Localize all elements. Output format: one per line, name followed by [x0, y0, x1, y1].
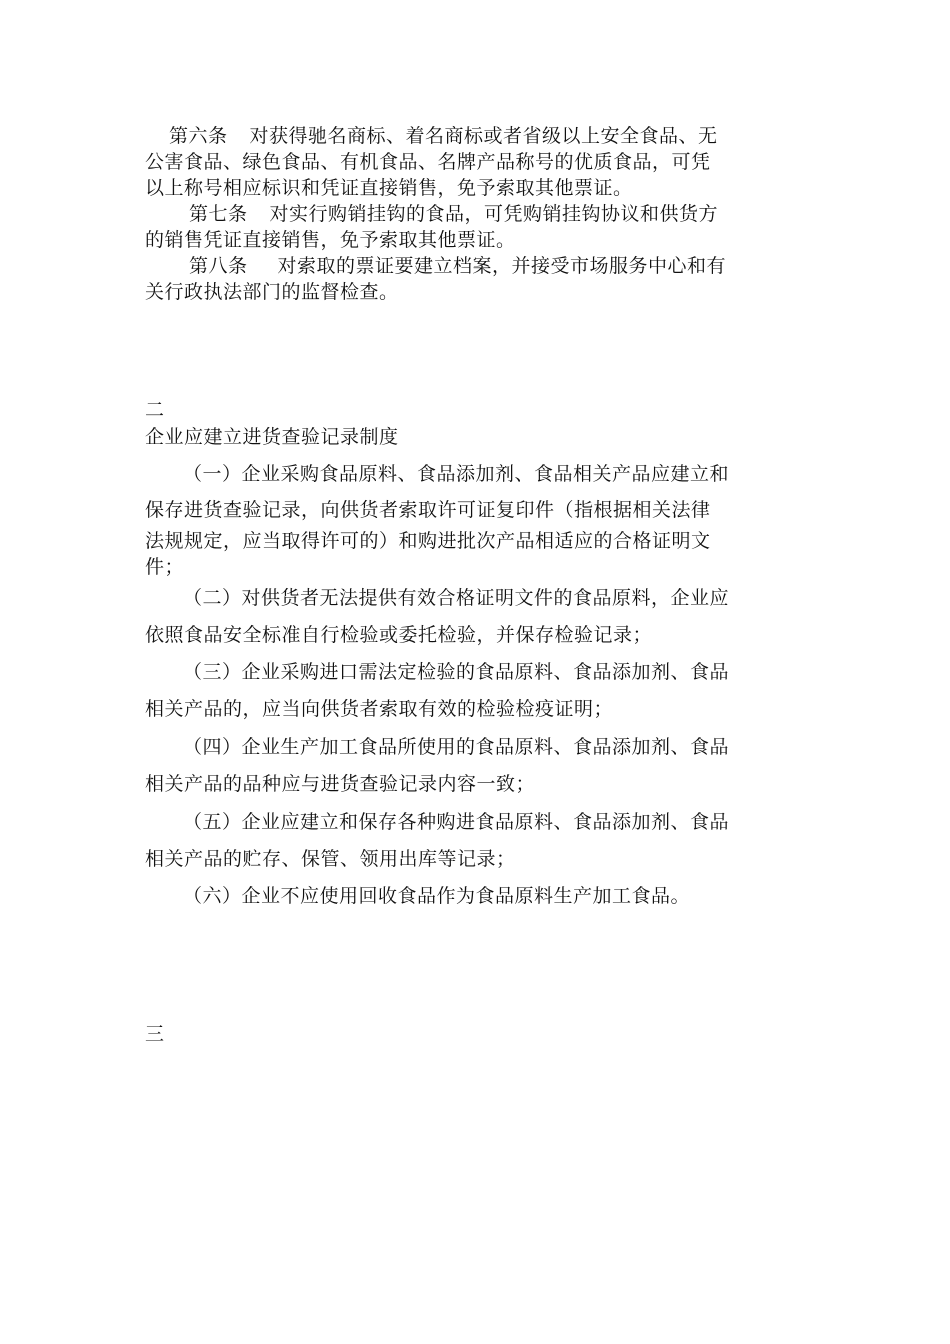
- article-6-number: 第六条: [169, 125, 228, 147]
- section-2-title: 企业应建立进货查验记录制度: [145, 426, 399, 448]
- section-3-number: 三: [145, 1023, 165, 1045]
- item-4-line-2: 相关产品的品种应与进货查验记录内容一致；: [145, 773, 536, 795]
- article-7-number: 第七条: [189, 203, 248, 225]
- item-1-line-1: （一）企业采购食品原料、食品添加剂、食品相关产品应建立和: [183, 463, 730, 485]
- article-6-line-1: 第六条 对获得驰名商标、着名商标或者省级以上安全食品、无: [169, 125, 718, 147]
- section-2-item-3: [145, 654, 805, 728]
- article-6-line-3: 以上称号相应标识和凭证直接销售，免予索取其他票证。: [145, 177, 633, 199]
- section-2-item-6: [145, 878, 805, 915]
- article-6-line-2: 公害食品、绿色食品、有机食品、名牌产品称号的优质食品，可凭: [145, 151, 711, 173]
- section-2-number: 二: [145, 399, 165, 421]
- article-8-number: 第八条: [189, 255, 248, 277]
- item-3-line-2: 相关产品的，应当向供货者索取有效的检验检疫证明；: [145, 698, 614, 720]
- item-5-line-1: （五）企业应建立和保存各种购进食品原料、食品添加剂、食品: [183, 811, 730, 833]
- item-4-line-1: （四）企业生产加工食品所使用的食品原料、食品添加剂、食品: [183, 736, 730, 758]
- article-6: [145, 123, 805, 201]
- item-2-line-1: （二）对供货者无法提供有效合格证明文件的食品原料，企业应: [183, 587, 730, 609]
- item-1-line-4: 件；: [145, 556, 185, 578]
- item-3-line-1: （三）企业采购进口需法定检验的食品原料、食品添加剂、食品: [183, 661, 730, 683]
- section-2-item-5: [145, 804, 805, 878]
- article-8-line-2: 关行政执法部门的监督检查。: [145, 281, 399, 303]
- article-7-line-2: 的销售凭证直接销售，免予索取其他票证。: [145, 229, 516, 251]
- item-1-line-2: 保存进货查验记录，向供货者索取许可证复印件（指根据相关法律: [145, 499, 711, 521]
- item-6-line-1: （六）企业不应使用回收食品作为食品原料生产加工食品。: [183, 885, 691, 907]
- section-2-item-4: [145, 729, 805, 803]
- item-5-line-2: 相关产品的贮存、保管、领用出库等记录；: [145, 848, 516, 870]
- item-2-line-2: 依照食品安全标准自行检验或委托检验，并保存检验记录；: [145, 624, 653, 646]
- item-1-line-3: 法规规定，应当取得许可的）和购进批次产品相适应的合格证明文: [145, 530, 711, 552]
- article-7-line-1: 第七条 对实行购销挂钩的食品，可凭购销挂钩协议和供货方: [189, 203, 719, 225]
- section-2-item-2: [145, 580, 805, 654]
- article-8: [145, 253, 805, 305]
- section-2-item-1: [145, 456, 805, 580]
- article-8-line-1: 第八条 对索取的票证要建立档案，并接受市场服务中心和有: [189, 255, 727, 277]
- article-7: [145, 201, 805, 253]
